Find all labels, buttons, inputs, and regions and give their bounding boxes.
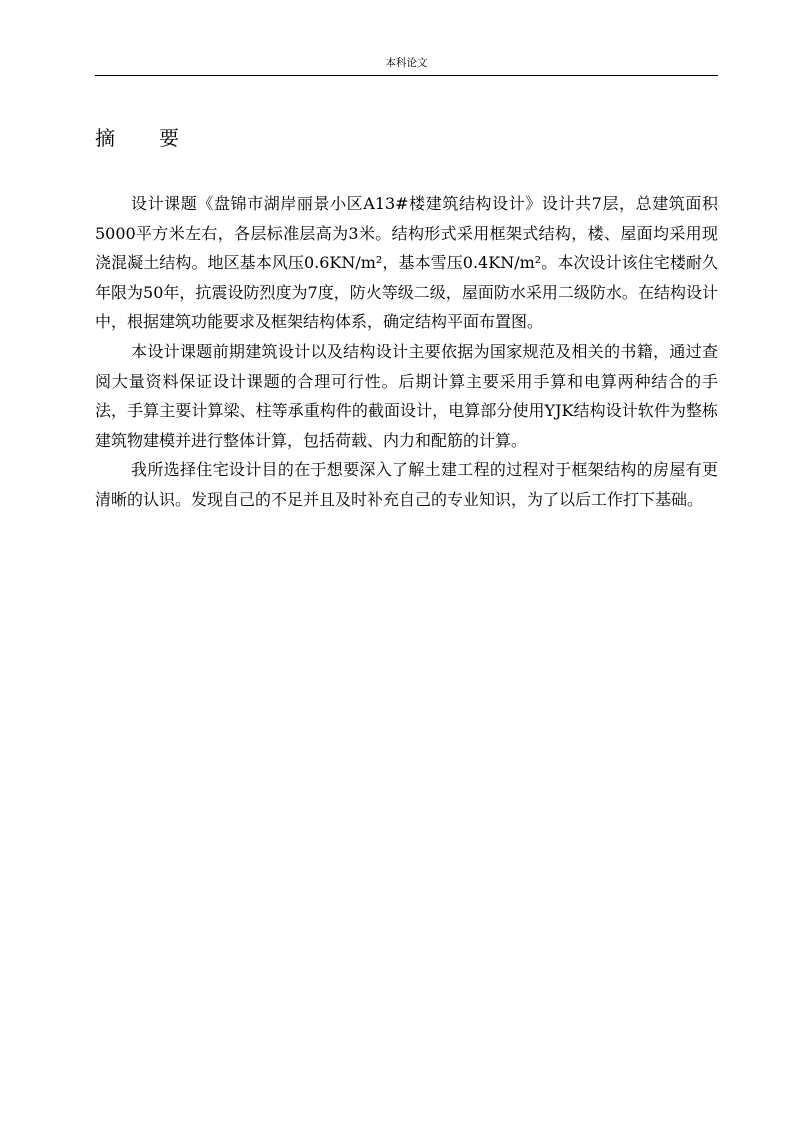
abstract-title-char-2: 要 xyxy=(159,126,179,150)
abstract-title xyxy=(95,124,179,152)
abstract-body xyxy=(95,189,718,515)
abstract-paragraph-2: 本设计课题前期建筑设计以及结构设计主要依据为国家规范及相关的书籍，通过查阅大量资料保证设计课题的合理可行性。后期计算主要采用手算和电算两种结合的手法，手算主要计算梁、柱等承重构件的截面设计，电算部分使用YJK结构设计软件为整栋建筑物建模并进行整体计算，包括荷载、内力和配筋的计算。 xyxy=(95,341,718,450)
header-text: 本科论文 xyxy=(385,57,428,69)
abstract-title-char-1: 摘 xyxy=(95,126,115,150)
abstract-paragraph-1: 设计课题《盘锦市湖岸丽景小区A13#楼建筑结构设计》设计共7层，总建筑面积5000平方米左右，各层标准层高为3米。结构形式采用框架式结构，楼、屋面均采用现浇混凝土结构。地区基本风压0.6KN/m²，基本雪压0.4KN/m²。本次设计该住宅楼耐久年限为50年，抗震设防烈度为7度，防火等级二级，屋面防水采用二级防水。在结构设计中，根据建筑功能要求及框架结构体系，确定结构平面布置图。 xyxy=(95,194,718,332)
page-header xyxy=(95,58,718,76)
abstract-paragraph-3: 我所选择住宅设计目的在于想要深入了解土建工程的过程对于框架结构的房屋有更清晰的认识。发现自己的不足并且及时补充自己的专业知识，为了以后工作打下基础。 xyxy=(95,460,718,509)
